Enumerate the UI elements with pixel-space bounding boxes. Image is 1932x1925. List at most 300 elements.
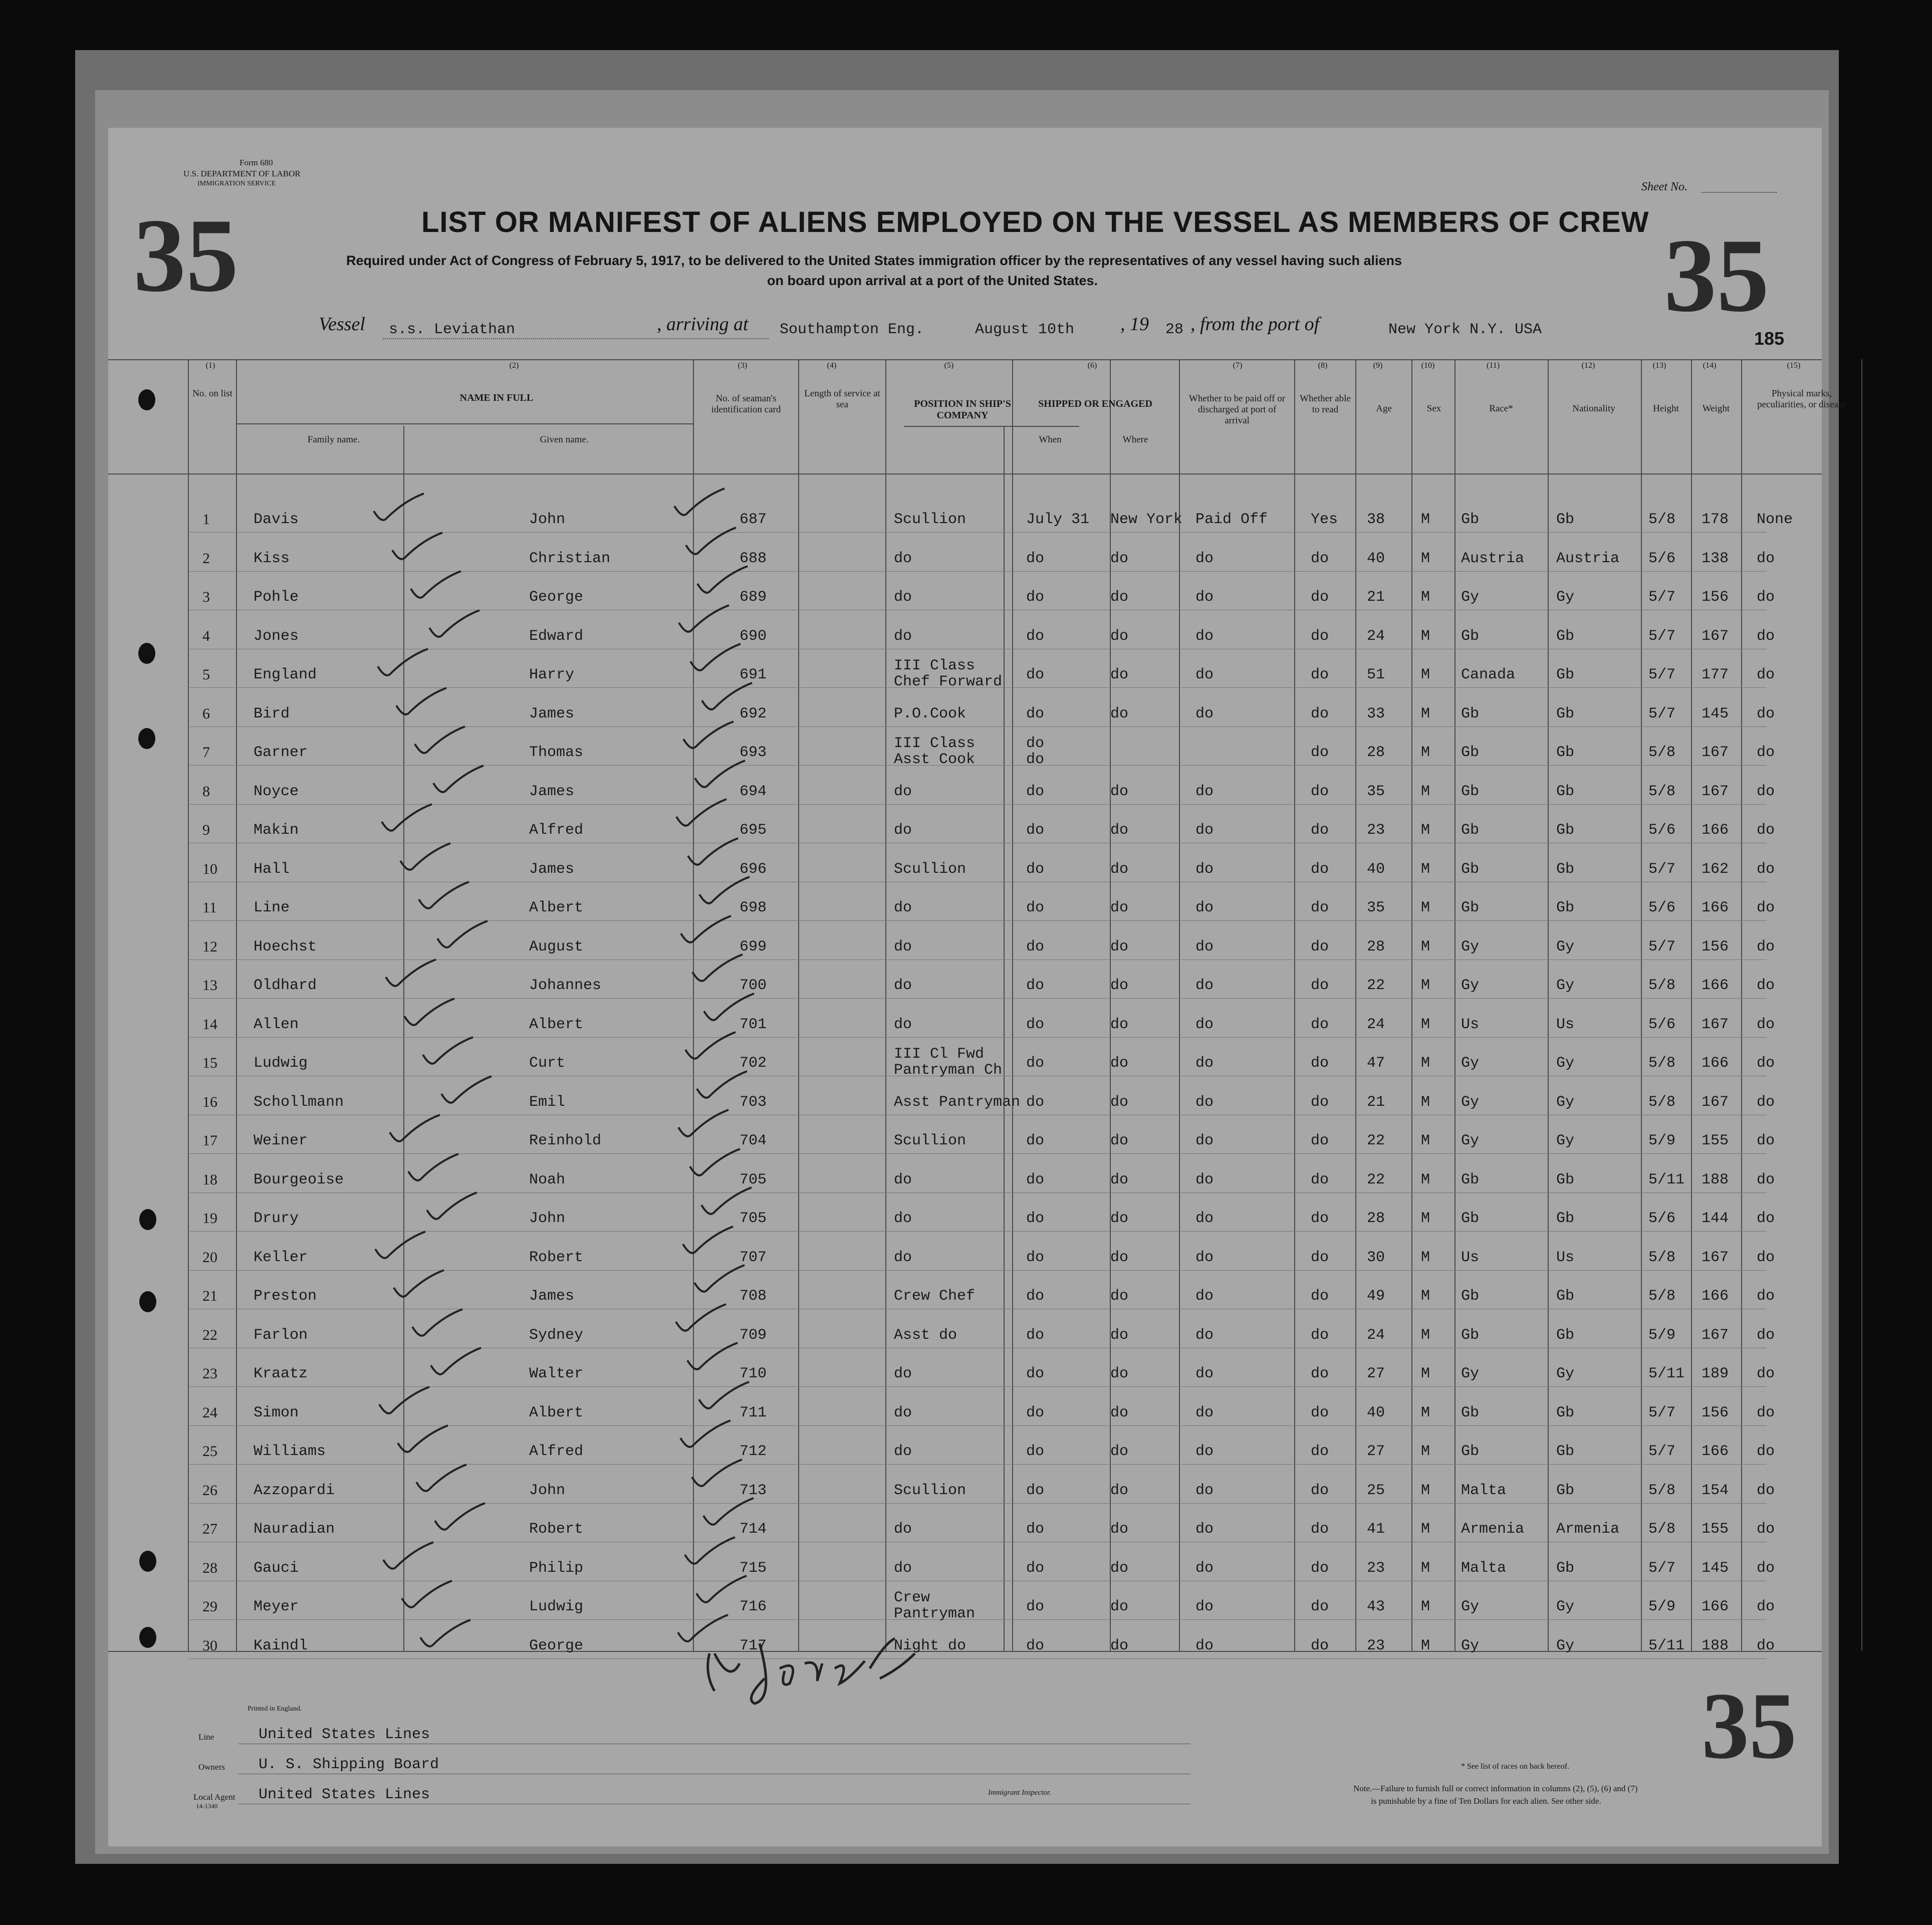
check-mark (406, 569, 466, 604)
column-number: (11) (1486, 361, 1500, 370)
paid-off: do (1195, 1171, 1214, 1188)
weight: 166 (1702, 977, 1729, 994)
family-name: Makin (254, 822, 299, 839)
physical-marks: do (1757, 1093, 1775, 1111)
row-number: 8 (202, 783, 210, 800)
sex: M (1421, 1598, 1430, 1615)
able-to-read: do (1311, 1559, 1329, 1577)
shipped-when: do (1026, 705, 1045, 723)
line-label: Line (198, 1732, 214, 1742)
age: 27 (1367, 1443, 1385, 1460)
sex: M (1421, 783, 1430, 800)
header-age: Age (1376, 403, 1392, 414)
race: Gb (1461, 822, 1480, 839)
row-number: 19 (202, 1210, 217, 1227)
age: 40 (1367, 550, 1385, 567)
age: 47 (1367, 1055, 1385, 1072)
weight: 167 (1702, 744, 1729, 761)
inspector-label: Immigrant Inspector. (988, 1789, 1051, 1797)
age: 35 (1367, 899, 1385, 916)
weight: 189 (1702, 1365, 1729, 1382)
shipped-when: do (1026, 783, 1045, 800)
header-sex: Sex (1426, 403, 1441, 414)
shipped-when: do (1026, 1521, 1045, 1538)
weight: 166 (1702, 1055, 1729, 1072)
nationality: Armenia (1556, 1521, 1620, 1538)
check-mark (397, 1578, 457, 1613)
race: Gb (1461, 511, 1480, 528)
height: 5/9 (1648, 1326, 1676, 1344)
physical-marks: do (1757, 1404, 1775, 1421)
shipped-where: do (1110, 1443, 1129, 1460)
id-card-number: 716 (740, 1598, 767, 1615)
owners-value: U. S. Shipping Board (259, 1756, 439, 1773)
position: Crew Chef (894, 1288, 976, 1305)
header-when: When (1039, 434, 1062, 445)
paid-off: do (1195, 938, 1214, 955)
able-to-read: Yes (1311, 511, 1338, 528)
sex: M (1421, 666, 1430, 683)
height: 5/6 (1648, 550, 1676, 567)
check-mark (685, 641, 746, 676)
shipped-when: do (1026, 977, 1045, 994)
nationality: Gb (1556, 1404, 1575, 1421)
age: 24 (1367, 627, 1385, 645)
check-mark (694, 874, 755, 909)
nationality: Gb (1556, 666, 1575, 683)
service-label: IMMIGRATION SERVICE (197, 180, 276, 187)
physical-marks: do (1757, 1443, 1775, 1460)
family-name: Garner (254, 744, 308, 761)
race: Gb (1461, 1210, 1480, 1227)
position-line2: Pantryman (894, 1605, 976, 1622)
given-name: Harry (529, 666, 575, 683)
given-name: Albert (529, 899, 584, 916)
given-name: Alfred (529, 822, 584, 839)
physical-marks: do (1757, 705, 1775, 723)
sex: M (1421, 1443, 1430, 1460)
shipped-when: do (1026, 666, 1045, 683)
check-mark (410, 724, 470, 759)
height: 5/7 (1648, 705, 1676, 723)
check-mark (407, 1307, 467, 1342)
sex: M (1421, 1521, 1430, 1538)
weight: 145 (1702, 1559, 1729, 1577)
nationality: Gb (1556, 1559, 1575, 1577)
check-mark (671, 797, 732, 832)
header-weight: Weight (1702, 403, 1730, 414)
paid-off: do (1195, 1365, 1214, 1382)
shipped-when: do (1026, 1132, 1045, 1149)
id-card-number: 698 (740, 899, 767, 916)
row-number: 26 (202, 1482, 217, 1499)
paid-off: do (1195, 1482, 1214, 1499)
paid-off: do (1195, 627, 1214, 645)
given-name: James (529, 705, 575, 723)
check-mark (685, 1146, 745, 1181)
check-mark (389, 1268, 449, 1303)
height: 5/7 (1648, 938, 1676, 955)
row-number: 30 (202, 1637, 217, 1654)
race: Gb (1461, 899, 1480, 916)
header-length-service: Length of service at sea (804, 388, 880, 410)
physical-marks: do (1757, 1055, 1775, 1072)
position: do (894, 1249, 912, 1266)
id-card-number: 702 (740, 1055, 767, 1072)
weight: 167 (1702, 1093, 1729, 1111)
race: Canada (1461, 666, 1516, 683)
shipped-where: do (1110, 1404, 1129, 1421)
shipped-when: do (1026, 1210, 1045, 1227)
shipped-where: New York (1110, 511, 1183, 528)
page-stamp-left: 35 (133, 197, 238, 314)
manifest-sheet (108, 128, 1846, 1846)
row-number: 7 (202, 744, 210, 761)
check-mark (682, 1340, 743, 1375)
able-to-read: do (1311, 550, 1329, 567)
sheet-no-label: Sheet No. (1641, 180, 1687, 193)
row-number: 25 (202, 1443, 217, 1460)
position: do (894, 783, 912, 800)
nationality: Gy (1556, 938, 1575, 955)
shipped-when: do (1026, 1559, 1045, 1577)
age: 24 (1367, 1326, 1385, 1344)
position: do (894, 1365, 912, 1382)
weight: 167 (1702, 783, 1729, 800)
check-mark (428, 763, 489, 798)
race: Gb (1461, 744, 1480, 761)
department-label: U.S. DEPARTMENT OF LABOR (183, 169, 301, 178)
position-line2: Chef Forward (894, 673, 1003, 690)
shipped-when: do (1026, 1443, 1045, 1460)
weight: 156 (1702, 938, 1729, 955)
punch-hole (139, 1209, 156, 1230)
check-mark (430, 1501, 490, 1536)
physical-marks: do (1757, 627, 1775, 645)
row-number: 16 (202, 1093, 217, 1110)
position: Asst Pantryman (894, 1093, 1021, 1111)
able-to-read: do (1311, 783, 1329, 800)
shipped-when: do (1026, 735, 1045, 752)
check-mark (432, 918, 493, 953)
age: 30 (1367, 1249, 1385, 1266)
position: Crew (894, 1589, 930, 1606)
check-mark (385, 1112, 445, 1147)
check-mark (370, 1229, 430, 1264)
sex: M (1421, 1326, 1430, 1344)
race: Gb (1461, 1404, 1480, 1421)
family-name: Hoechst (254, 938, 317, 955)
sex: M (1421, 511, 1430, 528)
position: do (894, 899, 912, 916)
height: 5/8 (1648, 783, 1676, 800)
position: do (894, 1443, 912, 1460)
able-to-read: do (1311, 1326, 1329, 1344)
sex: M (1421, 1637, 1430, 1654)
column-number: (14) (1703, 361, 1717, 370)
position: do (894, 1210, 912, 1227)
agent-code: 14-1340 (196, 1802, 218, 1810)
physical-marks: do (1757, 1365, 1775, 1382)
check-mark (426, 1345, 486, 1380)
check-mark (669, 486, 730, 521)
row-number: 10 (202, 860, 217, 877)
form-number: Form 680 (239, 158, 273, 167)
height: 5/11 (1648, 1171, 1685, 1188)
family-name: Jones (254, 627, 299, 645)
nationality: Gb (1556, 860, 1575, 878)
race: Malta (1461, 1482, 1507, 1499)
id-card-number: 692 (740, 705, 767, 723)
paid-off: do (1195, 860, 1214, 878)
shipped-where: do (1110, 666, 1129, 683)
column-number: (15) (1787, 361, 1801, 370)
physical-marks: do (1757, 550, 1775, 567)
family-name: England (254, 666, 317, 683)
physical-marks: do (1757, 938, 1775, 955)
able-to-read: do (1311, 666, 1329, 683)
check-mark (673, 1107, 734, 1142)
column-number: (7) (1233, 361, 1243, 370)
paid-off: do (1195, 783, 1214, 800)
shipped-when: do (1026, 1288, 1045, 1305)
age: 22 (1367, 1132, 1385, 1149)
able-to-read: do (1311, 1598, 1329, 1615)
nationality: Gb (1556, 1171, 1575, 1188)
height: 5/7 (1648, 1404, 1676, 1421)
age: 25 (1367, 1482, 1385, 1499)
age: 40 (1367, 1404, 1385, 1421)
family-name: Pohle (254, 589, 299, 606)
height: 5/6 (1648, 899, 1676, 916)
age: 27 (1367, 1365, 1385, 1382)
row-number: 29 (202, 1598, 217, 1615)
shipped-where: do (1110, 1482, 1129, 1499)
sex: M (1421, 1365, 1430, 1382)
age: 24 (1367, 1016, 1385, 1033)
race: Gy (1461, 977, 1480, 994)
shipped-when: do (1026, 550, 1045, 567)
row-number: 11 (202, 899, 217, 916)
row-rule (188, 920, 1767, 921)
page-stamp-right: 35 (1664, 217, 1769, 334)
race: Gy (1461, 1637, 1480, 1654)
physical-marks: None (1757, 511, 1793, 528)
height: 5/6 (1648, 1016, 1676, 1033)
family-name: Davis (254, 511, 299, 528)
check-mark (403, 1151, 463, 1186)
header-position: POSITION IN SHIP'S COMPANY (914, 398, 1011, 421)
weight: 156 (1702, 589, 1729, 606)
family-name: Schollmann (254, 1093, 344, 1111)
physical-marks: do (1757, 1210, 1775, 1227)
race: Austria (1461, 550, 1525, 567)
nationality: Gb (1556, 1443, 1575, 1460)
paid-off: do (1195, 1559, 1214, 1577)
weight: 154 (1702, 1482, 1729, 1499)
nationality: Gb (1556, 627, 1575, 645)
race: Gb (1461, 627, 1480, 645)
paid-off: do (1195, 1016, 1214, 1033)
nationality: Gy (1556, 1093, 1575, 1111)
sex: M (1421, 1288, 1430, 1305)
given-name: James (529, 1288, 575, 1305)
id-card-number: 710 (740, 1365, 767, 1382)
shipped-where: do (1110, 860, 1129, 878)
position-line2: Asst Cook (894, 751, 976, 768)
sex: M (1421, 1559, 1430, 1577)
id-card-number: 711 (740, 1404, 767, 1421)
family-name: Simon (254, 1404, 299, 1421)
row-number: 6 (202, 705, 210, 722)
header-no-on-list: No. on list (192, 388, 232, 399)
age: 23 (1367, 1637, 1385, 1654)
shipped-when: July 31 (1026, 511, 1090, 528)
check-mark (680, 1030, 741, 1065)
arriving-port: Southampton Eng. (780, 321, 924, 338)
position: do (894, 627, 912, 645)
family-name: Line (254, 899, 290, 916)
weight: 166 (1702, 1443, 1729, 1460)
header-nationality: Nationality (1572, 403, 1615, 414)
page-stamp-bottom: 35 (1702, 1673, 1797, 1779)
id-card-number: 689 (740, 589, 767, 606)
race: Us (1461, 1016, 1480, 1033)
check-mark (680, 1535, 740, 1570)
able-to-read: do (1311, 744, 1329, 761)
row-number: 23 (202, 1365, 217, 1382)
given-name: John (529, 1482, 566, 1499)
family-name: Allen (254, 1016, 299, 1033)
age: 28 (1367, 1210, 1385, 1227)
id-card-number: 690 (740, 627, 767, 645)
year-label: , 19 (1120, 314, 1149, 335)
header-id-card: No. of seaman's identification card (711, 393, 781, 415)
nationality: Us (1556, 1249, 1575, 1266)
punch-hole (138, 389, 155, 410)
check-mark (387, 530, 447, 565)
sex: M (1421, 1055, 1430, 1072)
shipped-where: do (1110, 1249, 1129, 1266)
physical-marks: do (1757, 589, 1775, 606)
position: do (894, 589, 912, 606)
race: Gy (1461, 589, 1480, 606)
given-name: Reinhold (529, 1132, 602, 1149)
able-to-read: do (1311, 1171, 1329, 1188)
height: 5/7 (1648, 860, 1676, 878)
row-number: 21 (202, 1288, 217, 1304)
column-number: (3) (738, 361, 748, 370)
physical-marks: do (1757, 1249, 1775, 1266)
paid-off: do (1195, 1598, 1214, 1615)
arrival-year: 28 (1165, 321, 1184, 338)
shipped-where: do (1110, 1637, 1129, 1654)
sex: M (1421, 822, 1430, 839)
check-mark (676, 913, 736, 948)
punch-hole (139, 1291, 156, 1312)
shipped-where: do (1110, 1326, 1129, 1344)
age: 35 (1367, 783, 1385, 800)
given-name: Albert (529, 1016, 584, 1033)
weight: 162 (1702, 860, 1729, 878)
column-number: (10) (1421, 361, 1435, 370)
shipped-where: do (1110, 822, 1129, 839)
position: do (894, 977, 912, 994)
age: 43 (1367, 1598, 1385, 1615)
id-card-number: 691 (740, 666, 767, 683)
inspector-signature (699, 1623, 920, 1709)
weight: 167 (1702, 627, 1729, 645)
height: 5/11 (1648, 1637, 1685, 1654)
able-to-read: do (1311, 1288, 1329, 1305)
physical-marks: do (1757, 1016, 1775, 1033)
shipped-where: do (1110, 705, 1129, 723)
shipped-when: do (1026, 1326, 1045, 1344)
age: 21 (1367, 589, 1385, 606)
given-name: Robert (529, 1521, 584, 1538)
punch-hole (138, 643, 155, 664)
nationality: Gb (1556, 899, 1575, 916)
check-mark (678, 719, 739, 754)
check-mark (692, 564, 753, 599)
nationality: Gy (1556, 1055, 1575, 1072)
age: 23 (1367, 1559, 1385, 1577)
check-mark (422, 1190, 482, 1225)
row-number: 17 (202, 1132, 217, 1149)
family-name: Hall (254, 860, 290, 878)
family-name: Meyer (254, 1598, 299, 1615)
column-number: (4) (827, 361, 837, 370)
able-to-read: do (1311, 938, 1329, 955)
weight: 167 (1702, 1016, 1729, 1033)
shipped-where: do (1110, 1288, 1129, 1305)
race: Gb (1461, 783, 1480, 800)
sex: M (1421, 860, 1430, 878)
sex: M (1421, 938, 1430, 955)
nationality: Gy (1556, 977, 1575, 994)
vessel-label: Vessel (319, 314, 365, 335)
check-mark (675, 1418, 736, 1453)
shipped-where: do (1110, 783, 1129, 800)
race: Gb (1461, 705, 1480, 723)
height: 5/9 (1648, 1598, 1676, 1615)
physical-marks: do (1757, 1598, 1775, 1615)
family-name: Ludwig (254, 1055, 308, 1072)
height: 5/8 (1648, 1482, 1676, 1499)
weight: 166 (1702, 822, 1729, 839)
row-rule (188, 1503, 1767, 1504)
able-to-read: do (1311, 1365, 1329, 1382)
nationality: Gb (1556, 1326, 1575, 1344)
paid-off: do (1195, 1637, 1214, 1654)
sex: M (1421, 977, 1430, 994)
paid-off: do (1195, 705, 1214, 723)
shipped-when: do (1026, 822, 1045, 839)
check-mark (683, 836, 743, 871)
race: Gy (1461, 1132, 1480, 1149)
from-port-label: , from the port of (1190, 314, 1320, 335)
height: 5/8 (1648, 744, 1676, 761)
shipped-where: do (1110, 1365, 1129, 1382)
paid-off: do (1195, 977, 1214, 994)
race: Gy (1461, 1093, 1480, 1111)
check-mark (691, 1573, 752, 1608)
id-card-number: 717 (740, 1637, 767, 1654)
check-mark (690, 758, 750, 793)
row-rule (188, 765, 1767, 766)
shipped-where: do (1110, 1171, 1129, 1188)
check-mark (374, 1384, 434, 1419)
